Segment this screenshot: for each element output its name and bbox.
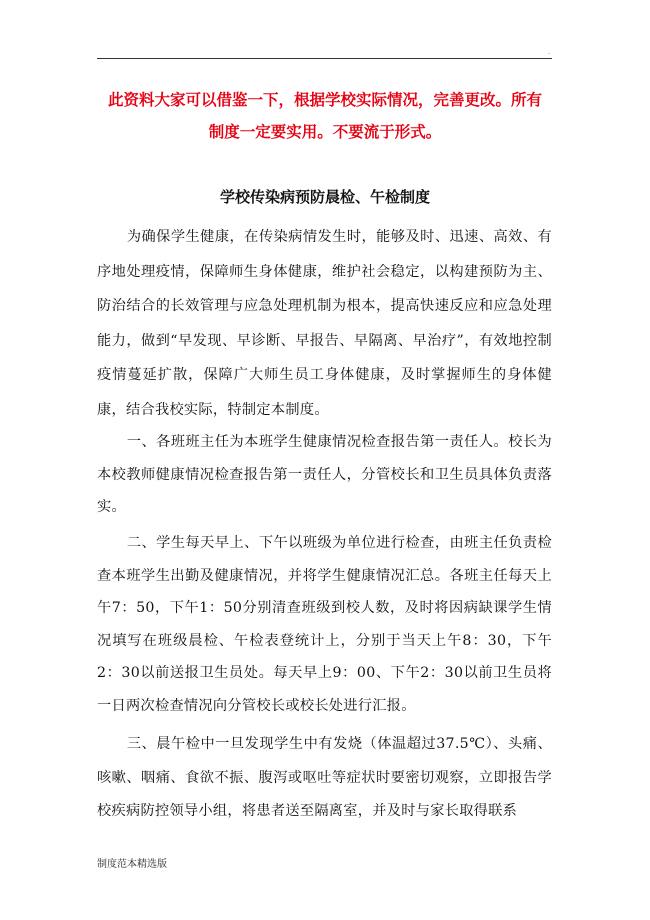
header-rule: [97, 58, 552, 59]
intro-paragraph: 为确保学生健康，在传染病情发生时，能够及时、迅速、高效、有序地处理疫情，保障师生身体健康，维护社会稳定，以构建预防为主、防治结合的长效管理与应急处理机制为根本，提高快速反应和应急处理能力，做到“早发现、早诊断、早报告、早隔离、早治疗”，有效地控制疫情蔓延扩散，保障广大师生员工身体健康，及时掌握师生的身体健康，结合我校实际，特制定本制度。: [97, 229, 552, 418]
header-corner-mark: .: [548, 48, 551, 56]
clause-1-paragraph: 一、各班班主任为本班学生健康情况检查报告第一责任人。校长为本校教师健康情况检查报告第一责任人，分管校长和卫生员具体负责落实。: [97, 434, 552, 515]
editor-notice: [90, 84, 560, 148]
footer-label: 制度范本精选版: [97, 859, 167, 870]
clause-3-paragraph: 三、晨午检中一旦发现学生中有发烧（体温超过37.5℃）、头痛、咳嗽、咽痛、食欲不振、腹泻或呕吐等症状时要密切观察，立即报告学校疾病防控领导小组，将患者送至隔离室，并及时与家长取得联系: [97, 736, 552, 819]
editor-notice-line-1: 此资料大家可以借鉴一下，根据学校实际情况，完善更改。所有: [107, 91, 542, 109]
editor-notice-line-2: 制度一定要实用。不要流于形式。: [208, 123, 442, 141]
document-title: 学校传染病预防晨检、午检制度: [219, 188, 430, 206]
clause-2-paragraph: 二、学生每天早上、下午以班级为单位进行检查，由班主任负责检查本班学生出勤及健康情况，并将学生健康情况汇总。各班主任每天上午7：50，下午1：50分别清查班级到校人数，及时将因病缺课学生情况填写在班级晨检、午检表登统计上，分别于当天上午8：30，下午2：30以前送报卫生员处。每天早上9：00、下午2：30以前卫生员将一日两次检查情况向分管校长或校长处进行汇报。: [97, 535, 552, 714]
